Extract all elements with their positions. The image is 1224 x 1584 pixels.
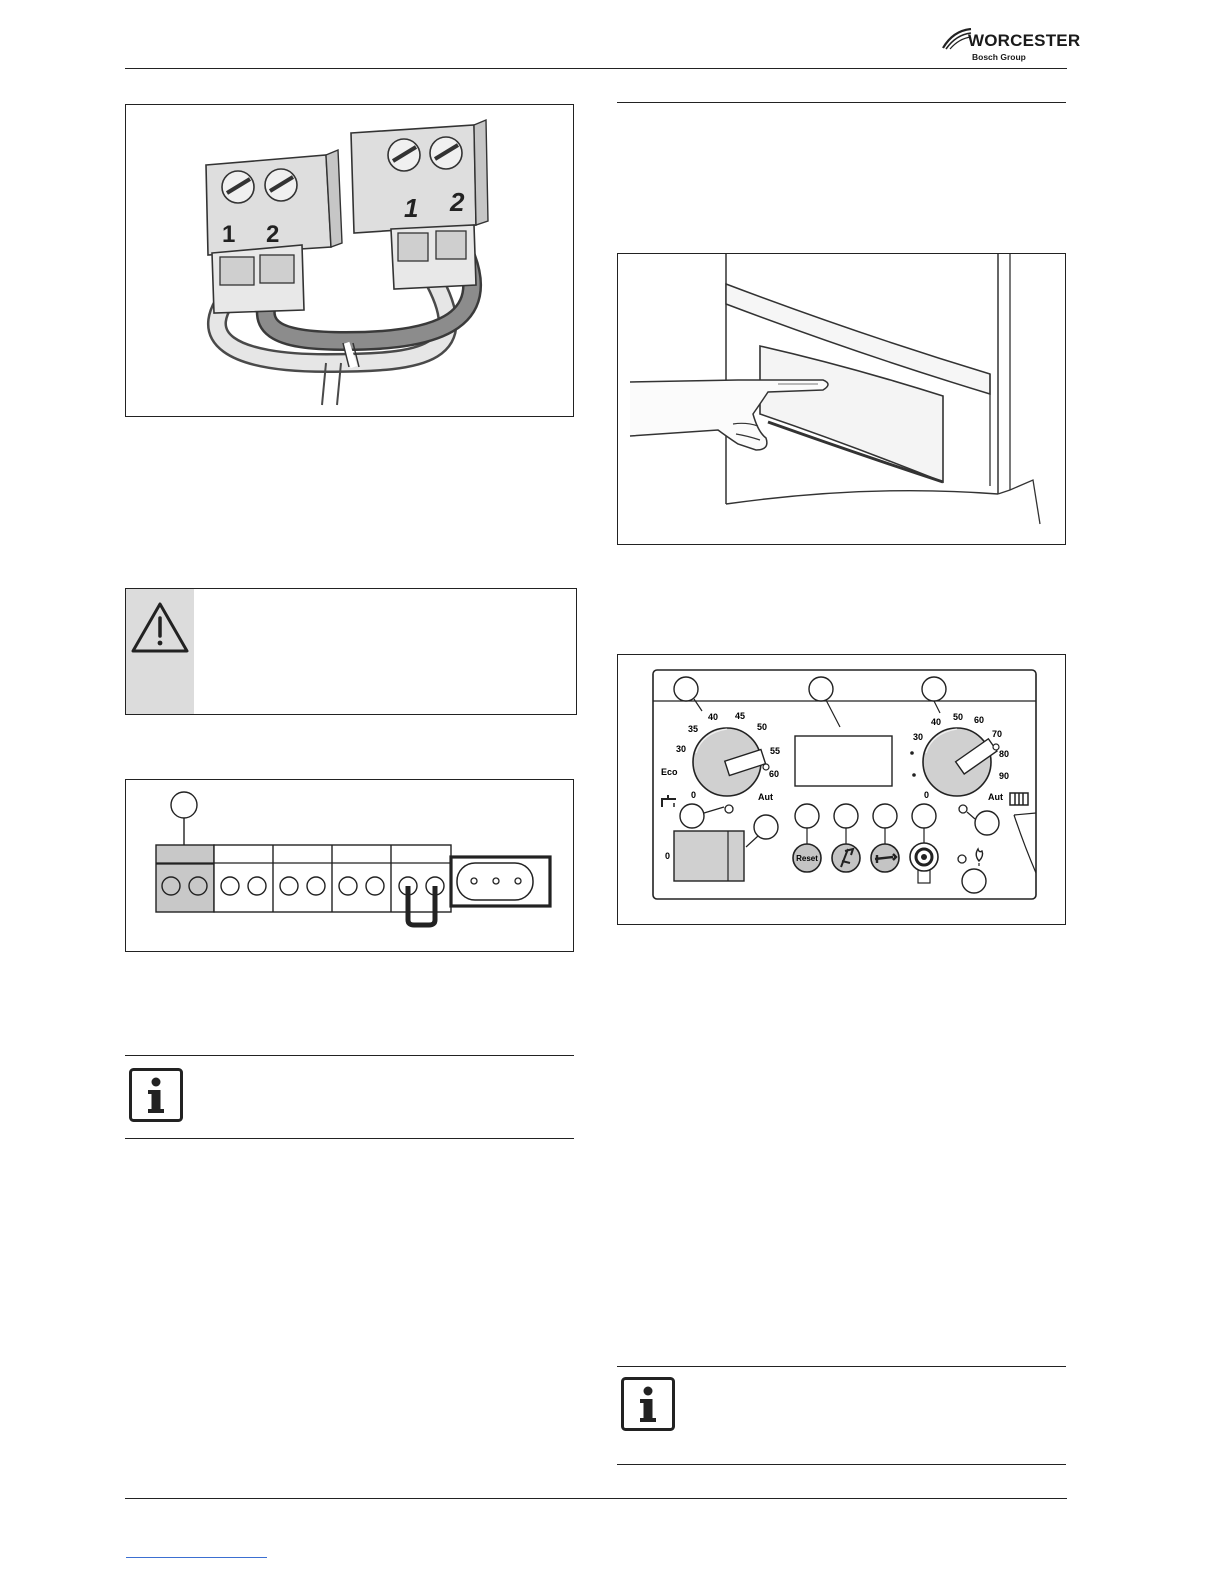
dhw-scale-30: 30 bbox=[676, 744, 687, 754]
figure-terminal-strip bbox=[125, 779, 574, 952]
main-switch-off-label: 0 bbox=[665, 851, 671, 861]
ch-indicator-led bbox=[959, 805, 967, 813]
ch-scale-30: 30 bbox=[913, 732, 924, 742]
service-button[interactable] bbox=[871, 844, 899, 872]
right-terminal-2-label: 2 bbox=[450, 187, 465, 217]
reset-button[interactable] bbox=[793, 844, 821, 872]
dhw-scale-60: 60 bbox=[769, 769, 780, 779]
ch-scale-90: 90 bbox=[999, 771, 1010, 781]
callout-circle bbox=[171, 792, 197, 818]
footer-rule bbox=[125, 1498, 1067, 1499]
info-rule-top-right bbox=[617, 1366, 1066, 1367]
header-rule bbox=[125, 68, 1067, 69]
footer-link-underline[interactable] bbox=[126, 1557, 267, 1558]
dhw-scale-50: 50 bbox=[757, 722, 768, 732]
figure-opening-panel bbox=[617, 253, 1066, 545]
brand-logo bbox=[942, 26, 1081, 66]
dhw-indicator-led bbox=[725, 805, 733, 813]
plug-connectors-illustration bbox=[126, 105, 574, 417]
dhw-scale-0: 0 bbox=[691, 790, 697, 800]
dhw-scale-45: 45 bbox=[735, 711, 746, 721]
dhw-scale-35: 35 bbox=[688, 724, 699, 734]
dhw-scale-eco: Eco bbox=[661, 767, 678, 777]
terminal-strip-illustration bbox=[126, 780, 574, 952]
ch-scale-80: 80 bbox=[999, 749, 1010, 759]
dhw-scale-55: 55 bbox=[770, 746, 781, 756]
info-rule-bottom-right bbox=[617, 1464, 1066, 1465]
right-terminal-plug bbox=[351, 120, 488, 289]
dhw-scale-aut: Aut bbox=[758, 792, 773, 802]
right-terminal-1-label: 1 bbox=[404, 193, 419, 223]
display-screen bbox=[795, 736, 892, 786]
dhw-scale-40: 40 bbox=[708, 712, 719, 722]
control-panel-illustration bbox=[618, 655, 1066, 925]
ch-scale-50: 50 bbox=[953, 712, 964, 722]
chimney-sweep-button[interactable] bbox=[832, 844, 860, 872]
brand-name: WORCESTER bbox=[968, 31, 1081, 50]
info-rule-top-left bbox=[125, 1055, 574, 1056]
warning-notice bbox=[125, 588, 577, 715]
radiator-icon bbox=[1010, 793, 1028, 805]
info-rule-bottom-left bbox=[125, 1138, 574, 1139]
left-terminal-2-label: 2 bbox=[266, 221, 280, 248]
left-terminal-plug bbox=[206, 150, 342, 313]
figure-control-panel bbox=[617, 654, 1066, 925]
figure-plug-connectors bbox=[125, 104, 574, 417]
left-terminal-1-label: 1 bbox=[222, 221, 236, 248]
ch-scale-0: 0 bbox=[924, 790, 930, 800]
reset-button-label: Reset bbox=[796, 854, 818, 863]
burner-indicator-led bbox=[958, 855, 966, 863]
boiler-panel-illustration bbox=[618, 254, 1066, 545]
section-rule-right bbox=[617, 102, 1066, 103]
ch-scale-aut: Aut bbox=[988, 792, 1003, 802]
warning-triangle-icon bbox=[130, 601, 190, 655]
info-icon bbox=[621, 1377, 675, 1431]
ch-scale-40: 40 bbox=[931, 717, 942, 727]
info-icon bbox=[129, 1068, 183, 1122]
main-switch[interactable] bbox=[674, 831, 744, 881]
ch-scale-60: 60 bbox=[974, 715, 985, 725]
brand-subtitle: Bosch Group bbox=[972, 52, 1026, 62]
ch-scale-70: 70 bbox=[992, 729, 1003, 739]
